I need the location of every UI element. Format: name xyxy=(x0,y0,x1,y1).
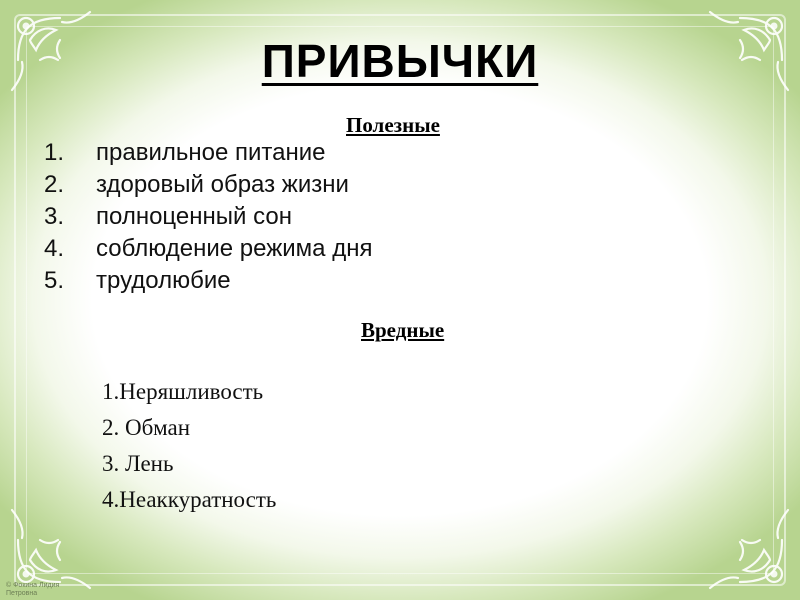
useful-habits-list xyxy=(44,137,372,297)
list-item-text: здоровый образ жизни xyxy=(96,171,349,198)
useful-habits-heading: Полезные xyxy=(346,113,440,137)
list-item-number: 3. xyxy=(44,203,65,230)
list-item xyxy=(44,265,372,297)
list-item: 1.Неряшливость xyxy=(102,379,264,404)
list-item-text: правильное питание xyxy=(96,139,326,166)
floral-ornament-icon xyxy=(690,490,800,600)
floral-ornament-icon xyxy=(0,0,110,110)
list-item-number: 2. xyxy=(44,171,65,198)
list-item xyxy=(44,201,372,233)
floral-ornament-icon xyxy=(690,0,800,110)
list-item: 4.Неаккуратность xyxy=(102,487,277,512)
list-item: 2. Обман xyxy=(102,415,191,440)
list-item-number: 4. xyxy=(44,235,65,262)
list-item xyxy=(44,169,372,201)
slide-title: ПРИВЫЧКИ xyxy=(261,35,539,87)
list-item-number: 5. xyxy=(44,267,65,294)
list-item-text: трудолюбие xyxy=(96,267,231,294)
list-item xyxy=(44,137,372,169)
list-item-text: полноценный сон xyxy=(96,203,292,230)
list-item xyxy=(44,233,372,265)
list-item-text: соблюдение режима дня xyxy=(96,235,373,262)
list-item: 3. Лень xyxy=(102,451,174,476)
copyright-note: © Фокина Лидия Петровна xyxy=(6,582,60,597)
harmful-habits-list xyxy=(102,374,276,518)
list-item-number: 1. xyxy=(44,139,65,166)
harmful-habits-heading: Вредные xyxy=(361,318,445,342)
